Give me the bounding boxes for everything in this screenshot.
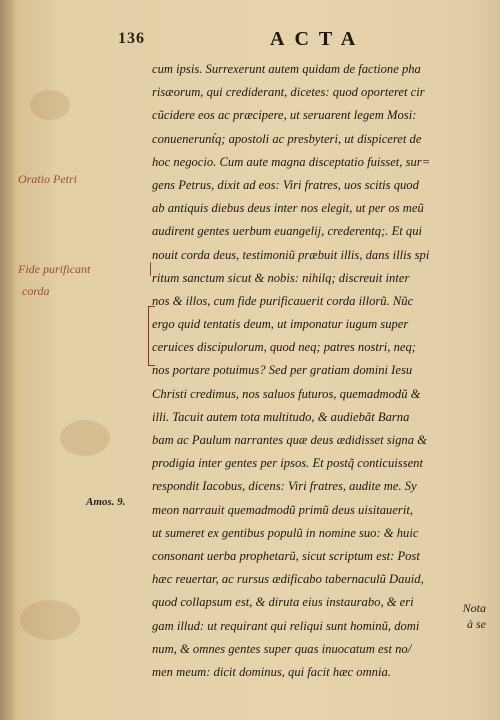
text-line: gens Petrus, dixit ad eos: Viri fratres, uos scitis quod	[152, 177, 419, 192]
text-line: prodigia inter gentes per ipsos. Et postq̃ conticuissent	[152, 456, 423, 471]
running-head: ACTA	[270, 28, 366, 50]
margin-note-fide: Fide purificant	[18, 262, 91, 276]
text-line: nos portare potuimus? Sed per gratiam domini Iesu	[152, 363, 413, 378]
catchword-line: Nota	[462, 601, 486, 615]
text-line: ceruices discipulorum, quod neq; patres nostri, neq;	[152, 340, 416, 355]
text-line: illi. Tacuit autem tota multitudo, & audiebãt Barna	[152, 409, 410, 424]
text-line: num, & omnes gentes super quas inuocatum est no/	[152, 641, 412, 656]
text-line: meon narrauit quemadmodũ primũ deus uisitauerit,	[152, 502, 413, 517]
text-line: ab antiquis diebus deus inter nos elegit, ut per os meũ	[152, 201, 424, 216]
catchword-line: à se	[467, 617, 486, 631]
main-text-block	[152, 58, 490, 684]
text-line: cum ipsis. Surrexerunt autem quidam de factione pha	[152, 62, 421, 76]
margin-bracket	[142, 262, 151, 276]
text-line: ritum sanctum sicut & nobis: nihilq; discreuit inter	[152, 270, 410, 285]
text-line: quod collapsum est, & diruta eius instaurabo, & eri	[152, 595, 414, 610]
text-line: hoc negocio. Cum aute magna disceptatio fuisset, sur=	[152, 154, 431, 169]
text-line: ut sumeret ex gentibus populũ in nomine suo: & huic	[152, 525, 419, 540]
text-line: consonant uerba prophetarũ, sicut scriptum est: Post	[152, 548, 420, 563]
text-line: gam illud: ut requirant qui reliqui sunt hominũ, domi	[152, 618, 420, 633]
margin-bracket	[148, 306, 155, 366]
text-line: cũcidere eos ac præcipere, ut seruarent legem Mosi:	[152, 108, 417, 123]
paper-stain	[60, 420, 110, 456]
page-number: 136	[118, 30, 145, 47]
text-line: risæorum, qui crediderant, dicetes: quod oporteret cir	[152, 85, 425, 100]
margin-note-corda: corda	[22, 284, 50, 298]
paper-stain	[30, 90, 70, 120]
margin-note-amos: Amos. 9.	[86, 496, 126, 508]
text-line: conuenerunt́q; apostoli ac presbyteri, ut dispiceret de	[152, 131, 422, 146]
text-line: men meum: dicit dominus, qui facit hæc omnia.	[152, 664, 391, 679]
text-line: audirent gentes uerbum euangelij, crederentq;. Et qui	[152, 224, 423, 239]
text-line: ergo quid tentatis deum, ut imponatur iugum super	[152, 317, 409, 332]
page-gutter	[0, 0, 14, 720]
text-line: nos & illos, cum fide purificauerit corda illorũ. Nũc	[152, 293, 414, 308]
margin-note-oratio: Oratio Petri	[18, 172, 77, 186]
text-line: respondit Iacobus, dicens: Viri fratres, audite me. Sy	[152, 479, 417, 494]
paper-stain	[20, 600, 80, 640]
text-line: Christi credimus, nos saluos futuros, quemadmodũ &	[152, 386, 421, 401]
catchword	[463, 600, 486, 632]
text-line: hæc reuertar, ac rursus ædificabo tabernaculũ Dauid,	[152, 572, 424, 587]
text-line: bam ac Paulum narrantes quæ deus ædidisset signa &	[152, 433, 427, 447]
page-header	[118, 28, 478, 54]
text-line: nouit corda deus, testimoniũ præbuit illis, dans illis spi	[152, 247, 430, 262]
